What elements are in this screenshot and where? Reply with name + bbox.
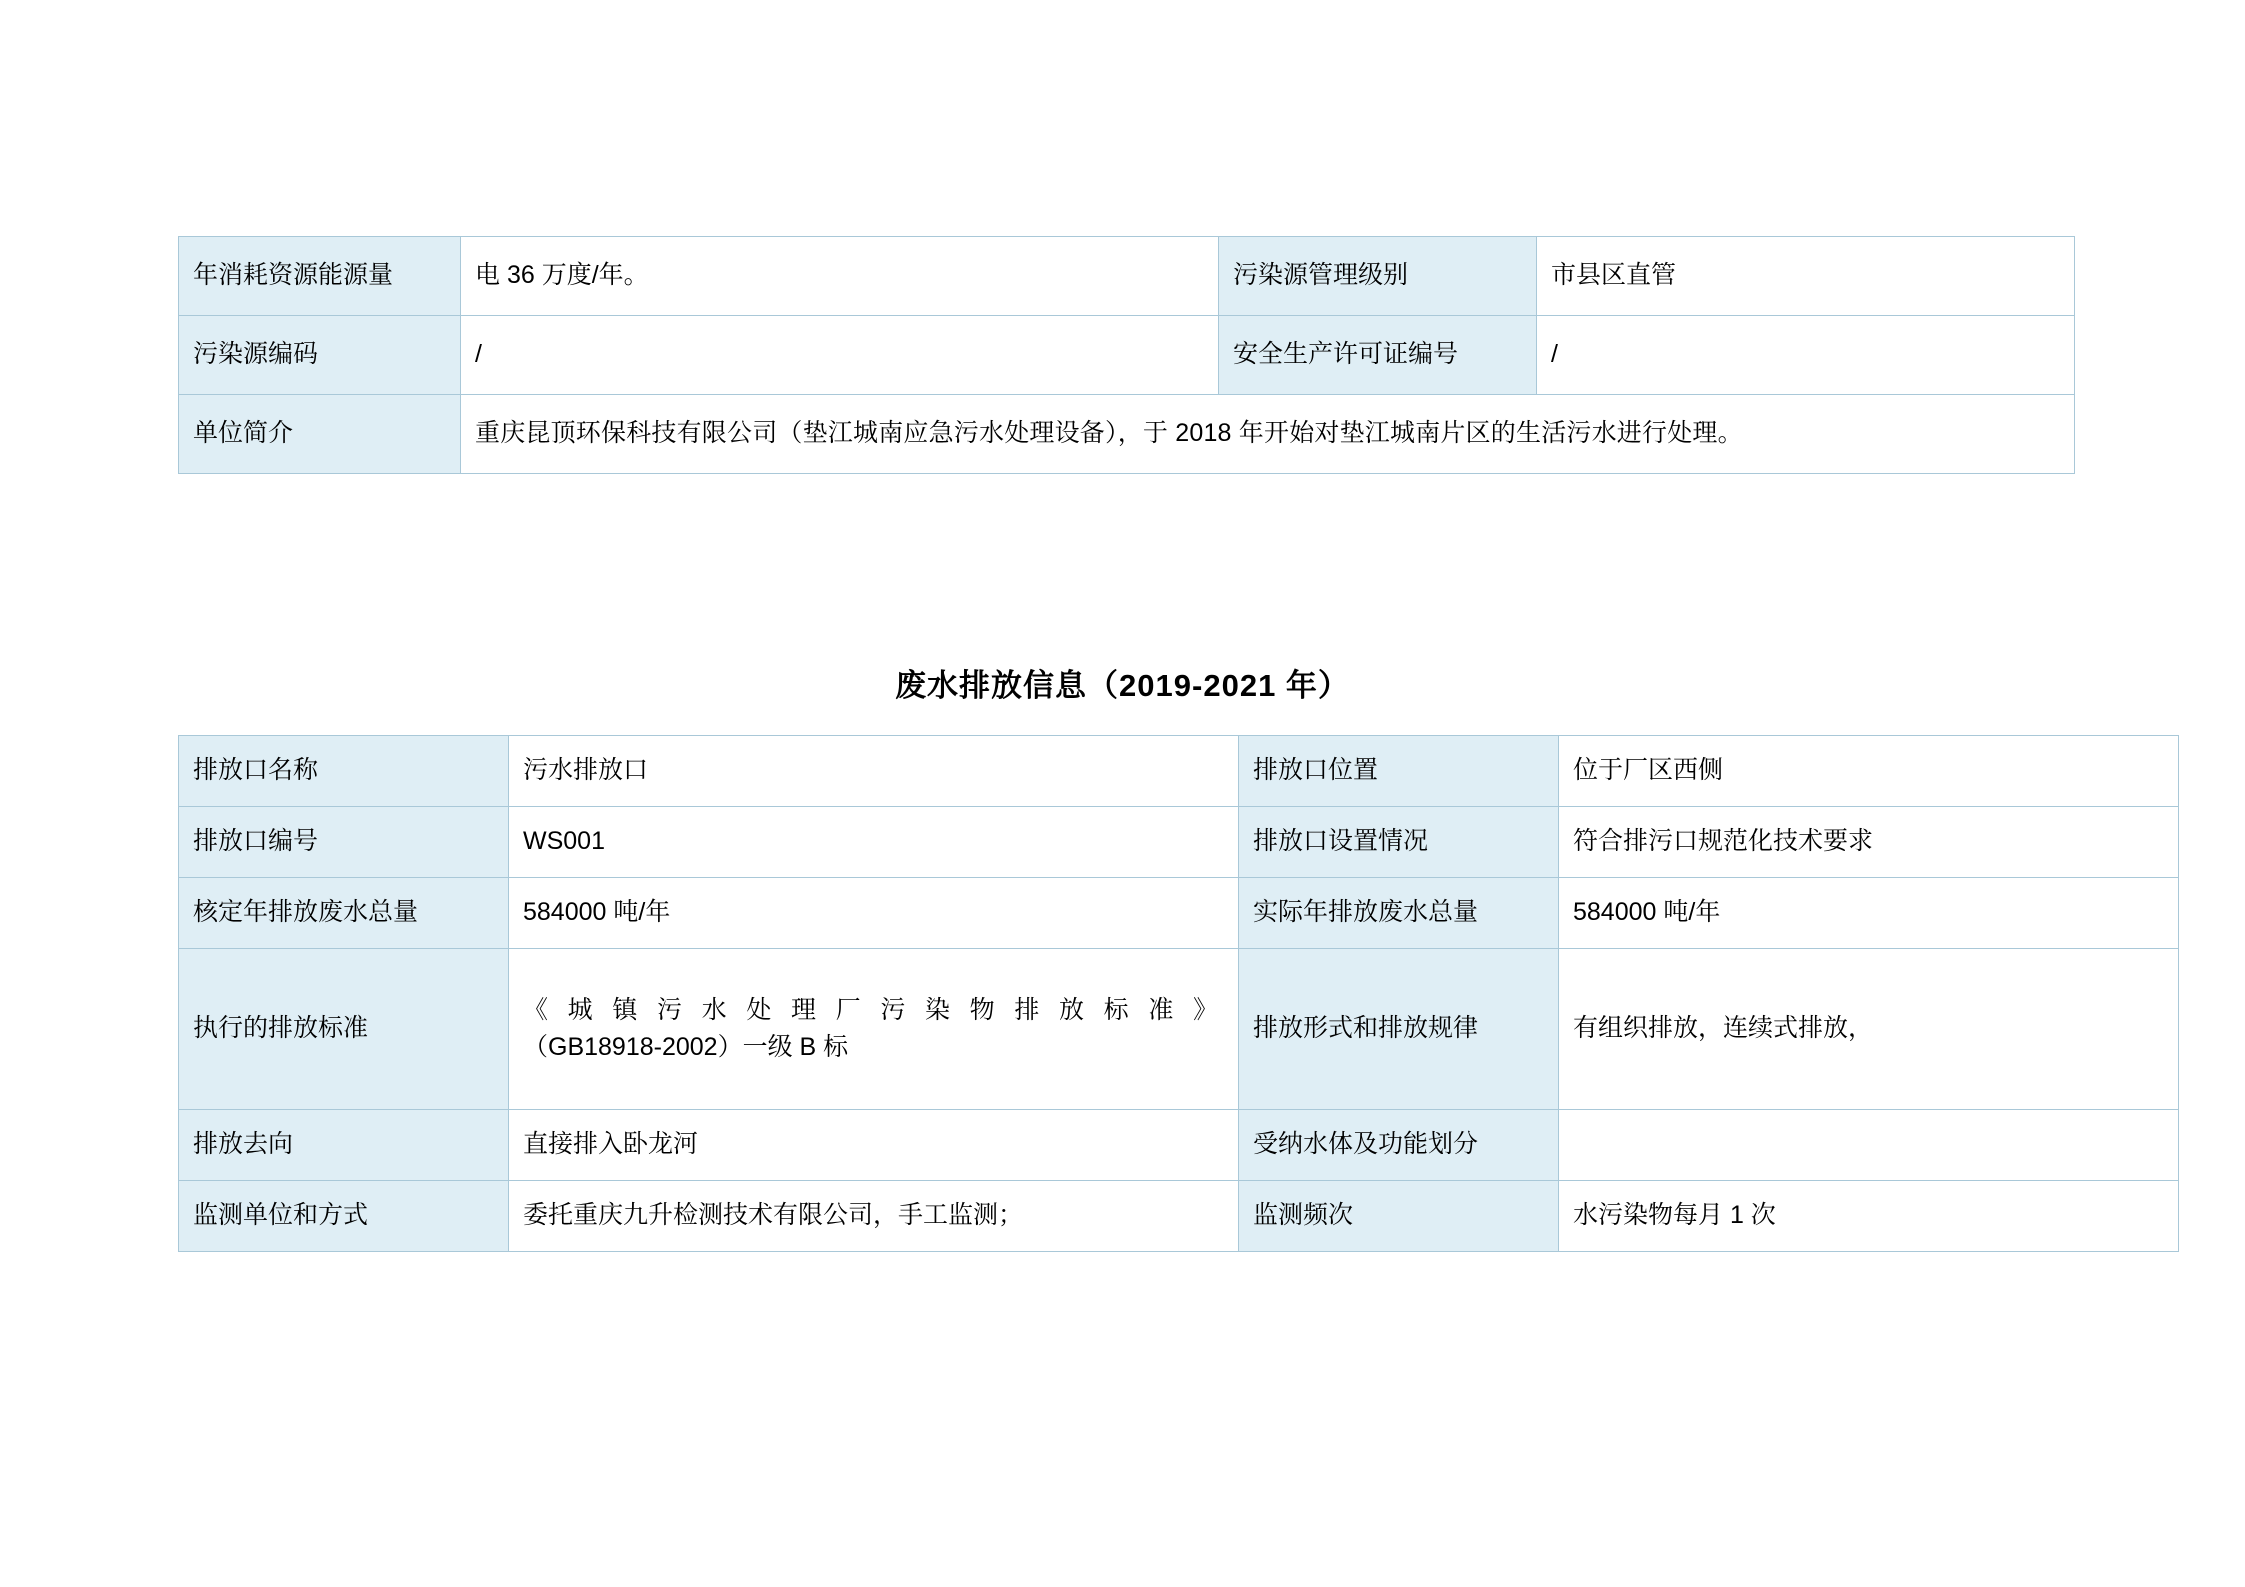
row-label-actual-annual-volume: 实际年排放废水总量 [1239, 878, 1559, 949]
row-value-discharge-standard [509, 949, 1239, 1110]
row-value-actual-annual-volume: 584000 吨/年 [1559, 878, 2179, 949]
discharge-standard-line-1: 《城镇污水处理厂污染物排放标准》 [523, 995, 1218, 1024]
table-row [179, 1181, 2179, 1252]
table-row [179, 237, 2075, 316]
wastewater-discharge-table [178, 735, 2179, 1252]
row-value-pollution-source-code: / [461, 316, 1219, 395]
row-value-monitoring-frequency: 水污染物每月 1 次 [1559, 1181, 2179, 1252]
row-label-annual-energy: 年消耗资源能源量 [179, 237, 461, 316]
row-label-outlet-location: 排放口位置 [1239, 736, 1559, 807]
row-label-discharge-standard: 执行的排放标准 [179, 949, 509, 1110]
row-label-discharge-form: 排放形式和排放规律 [1239, 949, 1559, 1110]
row-label-safety-license-no: 安全生产许可证编号 [1219, 316, 1537, 395]
row-label-company-intro: 单位简介 [179, 395, 461, 474]
row-label-receiving-water: 受纳水体及功能划分 [1239, 1110, 1559, 1181]
row-label-outlet-number: 排放口编号 [179, 807, 509, 878]
table-row [179, 807, 2179, 878]
table-row [179, 878, 2179, 949]
row-value-monitoring-unit: 委托重庆九升检测技术有限公司，手工监测； [509, 1181, 1239, 1252]
row-value-safety-license-no: / [1537, 316, 2075, 395]
table-row [179, 1110, 2179, 1181]
row-value-outlet-location: 位于厂区西侧 [1559, 736, 2179, 807]
row-label-monitoring-frequency: 监测频次 [1239, 1181, 1559, 1252]
discharge-standard-line-2: （GB18918-2002）一级 B 标 [523, 1033, 849, 1061]
row-value-discharge-destination: 直接排入卧龙河 [509, 1110, 1239, 1181]
row-value-receiving-water [1559, 1110, 2179, 1181]
row-label-discharge-destination: 排放去向 [179, 1110, 509, 1181]
row-label-pollution-source-level: 污染源管理级别 [1219, 237, 1537, 316]
row-value-annual-energy: 电 36 万度/年。 [461, 237, 1219, 316]
table-row [179, 316, 2075, 395]
row-value-pollution-source-level: 市县区直管 [1537, 237, 2075, 316]
enterprise-basic-info-table [178, 236, 2075, 474]
table-row [179, 395, 2075, 474]
row-value-approved-annual-volume: 584000 吨/年 [509, 878, 1239, 949]
table-row [179, 736, 2179, 807]
row-value-outlet-number: WS001 [509, 807, 1239, 878]
row-label-outlet-name: 排放口名称 [179, 736, 509, 807]
row-value-outlet-setup: 符合排污口规范化技术要求 [1559, 807, 2179, 878]
table-row [179, 949, 2179, 1110]
row-label-monitoring-unit: 监测单位和方式 [179, 1181, 509, 1252]
row-label-outlet-setup: 排放口设置情况 [1239, 807, 1559, 878]
row-label-pollution-source-code: 污染源编码 [179, 316, 461, 395]
section-title-wastewater: 废水排放信息（2019-2021 年） [895, 668, 1350, 703]
row-label-approved-annual-volume: 核定年排放废水总量 [179, 878, 509, 949]
row-value-company-intro: 重庆昆顶环保科技有限公司（垫江城南应急污水处理设备），于 2018 年开始对垫江城南片区的生活污水进行处理。 [461, 395, 2075, 474]
row-value-discharge-form: 有组织排放，连续式排放， [1559, 949, 2179, 1110]
row-value-outlet-name: 污水排放口 [509, 736, 1239, 807]
